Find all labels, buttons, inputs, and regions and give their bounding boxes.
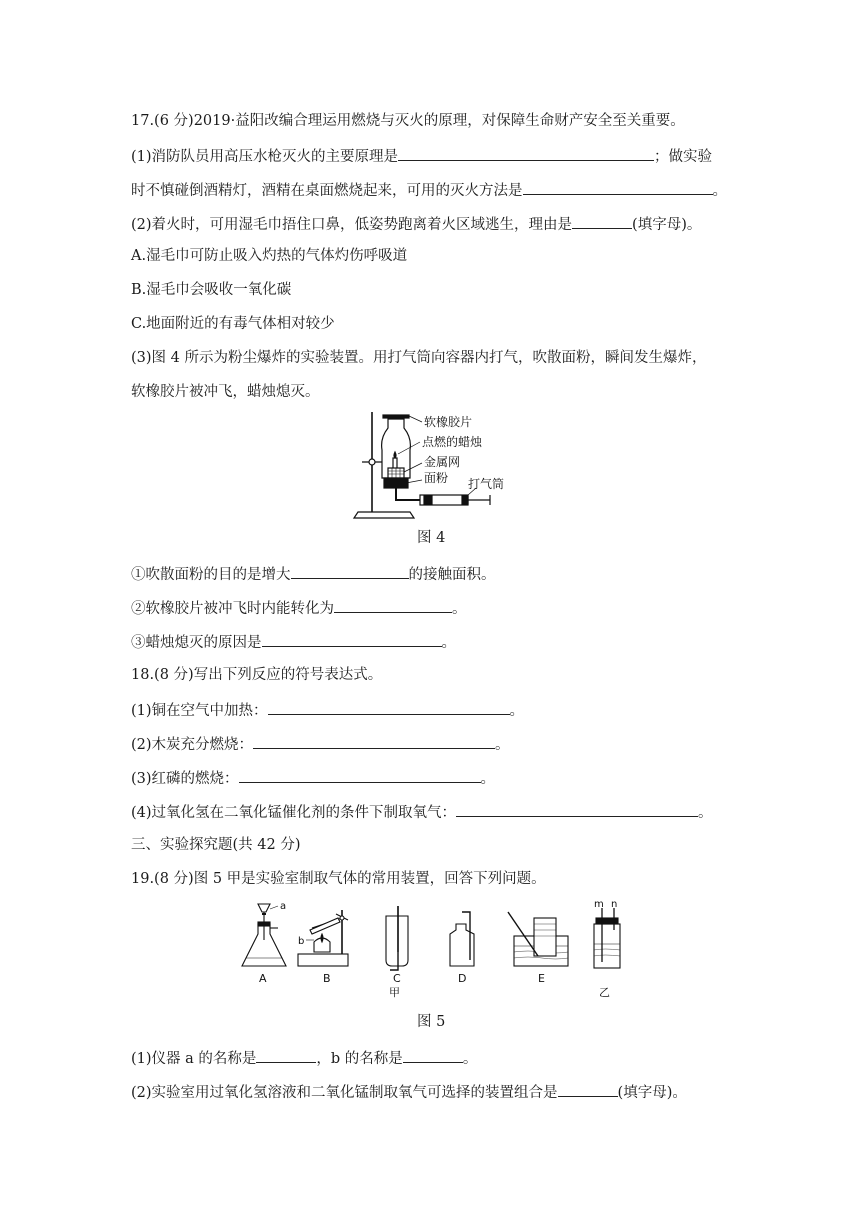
q19-part1: (1)仪器 a 的名称是 ，b 的名称是 。	[131, 1047, 477, 1069]
figure-5-caption: 图 5	[417, 1014, 446, 1030]
answer-blank[interactable]	[239, 767, 481, 783]
figure-4-caption: 图 4	[417, 530, 446, 546]
q17-stem: 17.(6 分)2019·益阳改编合理运用燃烧与灭火的原理，对保障生命财产安全至关重要。	[131, 113, 685, 129]
label-lit-candle: 点燃的蜡烛	[422, 435, 483, 449]
q17-part3-line2: 软橡胶片被冲飞，蜡烛熄灭。	[131, 384, 320, 400]
figure-5-gas-apparatus	[238, 900, 638, 1000]
q17-option-c: C.地面附近的有毒气体相对较少	[131, 316, 335, 332]
apparatus-label-d: D	[458, 972, 467, 985]
answer-blank[interactable]	[558, 1081, 618, 1097]
apparatus-label-a: A	[259, 972, 267, 985]
apparatus-label-e: E	[538, 972, 545, 985]
q18-reaction-1: (1)铜在空气中加热： 。	[131, 699, 524, 721]
answer-blank[interactable]	[256, 1047, 316, 1063]
q18-reaction-2: (2)木炭充分燃烧： 。	[131, 733, 510, 755]
label-air-pump: 打气筒	[468, 477, 505, 491]
apparatus-label-c: C	[393, 972, 401, 985]
answer-blank[interactable]	[398, 145, 654, 161]
label-m: m	[594, 900, 604, 910]
q17-sub1: ①吹散面粉的目的是增大 的接触面积。	[131, 563, 496, 585]
q18-reaction-4: (4)过氧化氢在二氧化锰催化剂的条件下制取氧气： 。	[131, 801, 713, 823]
answer-blank[interactable]	[334, 597, 452, 613]
label-a: a	[280, 901, 287, 912]
q17-sub2: ②软橡胶片被冲飞时内能转化为 。	[131, 597, 467, 619]
group-label-yi: 乙	[599, 986, 610, 999]
label-rubber-sheet: 软橡胶片	[424, 415, 473, 429]
answer-blank[interactable]	[523, 179, 713, 195]
q17-sub3: ③蜡烛熄灭的原因是 。	[131, 631, 456, 653]
q17-part1-line1: (1)消防队员用高压水枪灭火的主要原理是 ；做实验	[131, 145, 712, 167]
group-label-jia: 甲	[389, 986, 400, 999]
q17-part1-line2: 时不慎碰倒酒精灯，酒精在桌面燃烧起来，可用的灭火方法是 。	[131, 179, 727, 201]
section-3-heading: 三、实验探究题(共 42 分)	[131, 837, 301, 853]
answer-blank[interactable]	[456, 801, 698, 817]
q18-stem: 18.(8 分)写出下列反应的符号表达式。	[131, 667, 383, 683]
label-metal-mesh: 金属网	[424, 455, 461, 469]
apparatus-label-b: B	[323, 972, 331, 985]
label-b: b	[298, 936, 305, 947]
answer-blank[interactable]	[291, 563, 409, 579]
label-n: n	[611, 900, 618, 910]
answer-blank[interactable]	[268, 699, 510, 715]
q17-option-a: A.湿毛巾可防止吸入灼热的气体灼伤呼吸道	[131, 248, 408, 264]
q19-stem: 19.(8 分)图 5 甲是实验室制取气体的常用装置，回答下列问题。	[131, 871, 546, 887]
answer-blank[interactable]	[403, 1047, 463, 1063]
q19-part2: (2)实验室用过氧化氢溶液和二氧化锰制取氧气可选择的装置组合是 (填字母)。	[131, 1081, 687, 1103]
answer-blank[interactable]	[572, 213, 632, 229]
q17-part2: (2)着火时，可用湿毛巾捂住口鼻，低姿势跑离着火区域逃生，理由是 (填字母)。	[131, 213, 701, 235]
q18-reaction-3: (3)红磷的燃烧： 。	[131, 767, 495, 789]
q17-option-b: B.湿毛巾会吸收一氧化碳	[131, 282, 292, 298]
figure-4-dust-explosion-apparatus	[350, 408, 520, 520]
label-flour: 面粉	[424, 471, 449, 485]
q17-part3-line1: (3)图 4 所示为粉尘爆炸的实验装置。用打气筒向容器内打气，吹散面粉，瞬间发生爆炸，	[131, 350, 707, 366]
answer-blank[interactable]	[262, 631, 442, 647]
answer-blank[interactable]	[253, 733, 495, 749]
